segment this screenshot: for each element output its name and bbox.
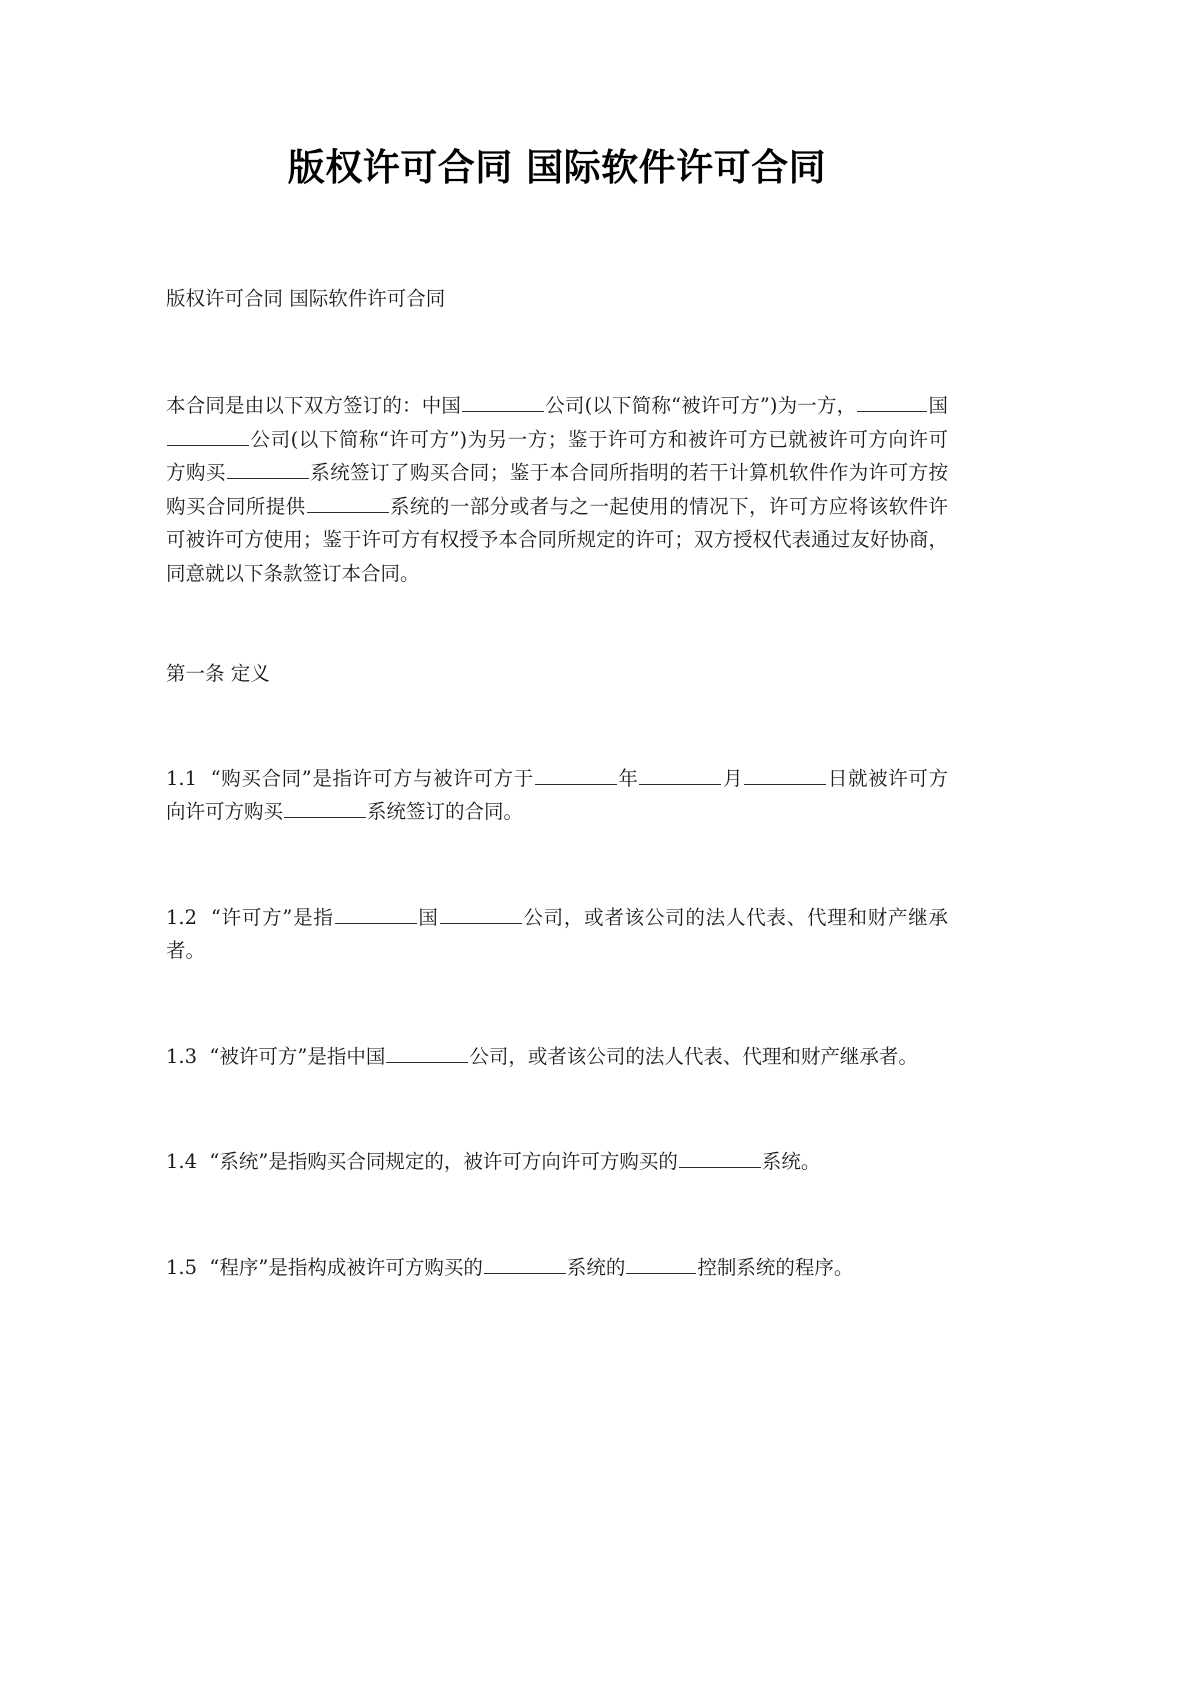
clause-text-1: “被许可方”是指中国 <box>209 1044 386 1068</box>
blank-field-company-cn[interactable] <box>462 393 544 413</box>
clause-number: 1.4 <box>166 1150 198 1174</box>
clause-text-5: 系统签订的合同。 <box>367 800 524 824</box>
preamble-text-3: 国 <box>928 394 948 418</box>
clause-number: 1.1 <box>166 766 198 790</box>
clause-1-2 <box>166 829 948 968</box>
blank-field-system-1[interactable] <box>227 460 309 480</box>
page-title: 版权许可合同 国际软件许可合同 <box>287 145 827 189</box>
clause-text-1: “系统”是指购买合同规定的，被许可方向许可方购买的 <box>209 1150 678 1174</box>
clause-1-1 <box>166 690 948 829</box>
preamble-text-1: 本合同是由以下双方签订的：中国 <box>166 394 462 418</box>
clause-text-2: 年 <box>617 766 639 790</box>
blank-field-program-control[interactable] <box>626 1254 696 1274</box>
preamble-text-4: 公司(以下简称“许可方”)为另一方；鉴于许可方和被许可方已就被许可方向许可方购买 <box>166 427 948 485</box>
clause-text-2: 国 <box>417 905 439 929</box>
clause-number: 1.5 <box>166 1255 198 1279</box>
clause-text-2: 系统的 <box>566 1255 626 1279</box>
preamble-paragraph <box>166 314 948 590</box>
preamble-text-5: 系统签订了购买合同；鉴于本合同所指明的若干计算机软件作为许可方按购买合同所提供 <box>166 461 948 518</box>
blank-field-program-system[interactable] <box>484 1254 566 1274</box>
blank-field-system-name[interactable] <box>679 1149 761 1169</box>
document-subtitle: 版权许可合同 国际软件许可合同 <box>166 286 446 310</box>
clause-text-3: 控制系统的程序。 <box>697 1255 854 1279</box>
clause-text-1: “购买合同”是指许可方与被许可方于 <box>210 766 534 790</box>
clause-text-1: “许可方”是指 <box>210 905 334 929</box>
blank-field-system-2[interactable] <box>307 493 389 513</box>
blank-field-month[interactable] <box>639 765 721 785</box>
clause-text-2: 公司，或者该公司的法人代表、代理和财产继承者。 <box>469 1044 918 1068</box>
blank-field-day[interactable] <box>744 765 826 785</box>
blank-field-licensor-company[interactable] <box>440 904 522 924</box>
blank-field-licensor-country[interactable] <box>335 904 417 924</box>
clause-text-3: 月 <box>722 766 744 790</box>
section-heading-definitions: 第一条 定义 <box>166 662 270 686</box>
clause-1-3 <box>166 968 948 1074</box>
blank-field-system[interactable] <box>284 799 366 819</box>
clause-text-3: 公司，或者该公司的法人代表、代理和财产继承者。 <box>166 905 948 963</box>
blank-field-year[interactable] <box>535 765 617 785</box>
clause-1-5 <box>166 1179 948 1285</box>
preamble-text-2: 公司(以下简称“被许可方”)为一方， <box>545 394 857 418</box>
clause-text-1: “程序”是指构成被许可方购买的 <box>209 1255 483 1279</box>
blank-field-country[interactable] <box>857 393 927 413</box>
clause-number: 1.3 <box>166 1044 198 1068</box>
clause-1-4 <box>166 1073 948 1179</box>
blank-field-company-foreign[interactable] <box>167 426 249 446</box>
clause-text-2: 系统。 <box>761 1150 821 1174</box>
clause-text-4: 日就被许可方向许可方购买 <box>166 766 948 824</box>
document-content <box>166 0 948 1284</box>
clause-number: 1.2 <box>166 905 198 929</box>
blank-field-licensee-company[interactable] <box>386 1043 468 1063</box>
preamble-text-6: 系统的一部分或者与之一起使用的情况下，许可方应将该软件许可被许可方使用；鉴于许可方有权授予本合同所规定的许可；双方授权代表通过友好协商，同意就以下条款签订本合同。 <box>166 494 948 585</box>
